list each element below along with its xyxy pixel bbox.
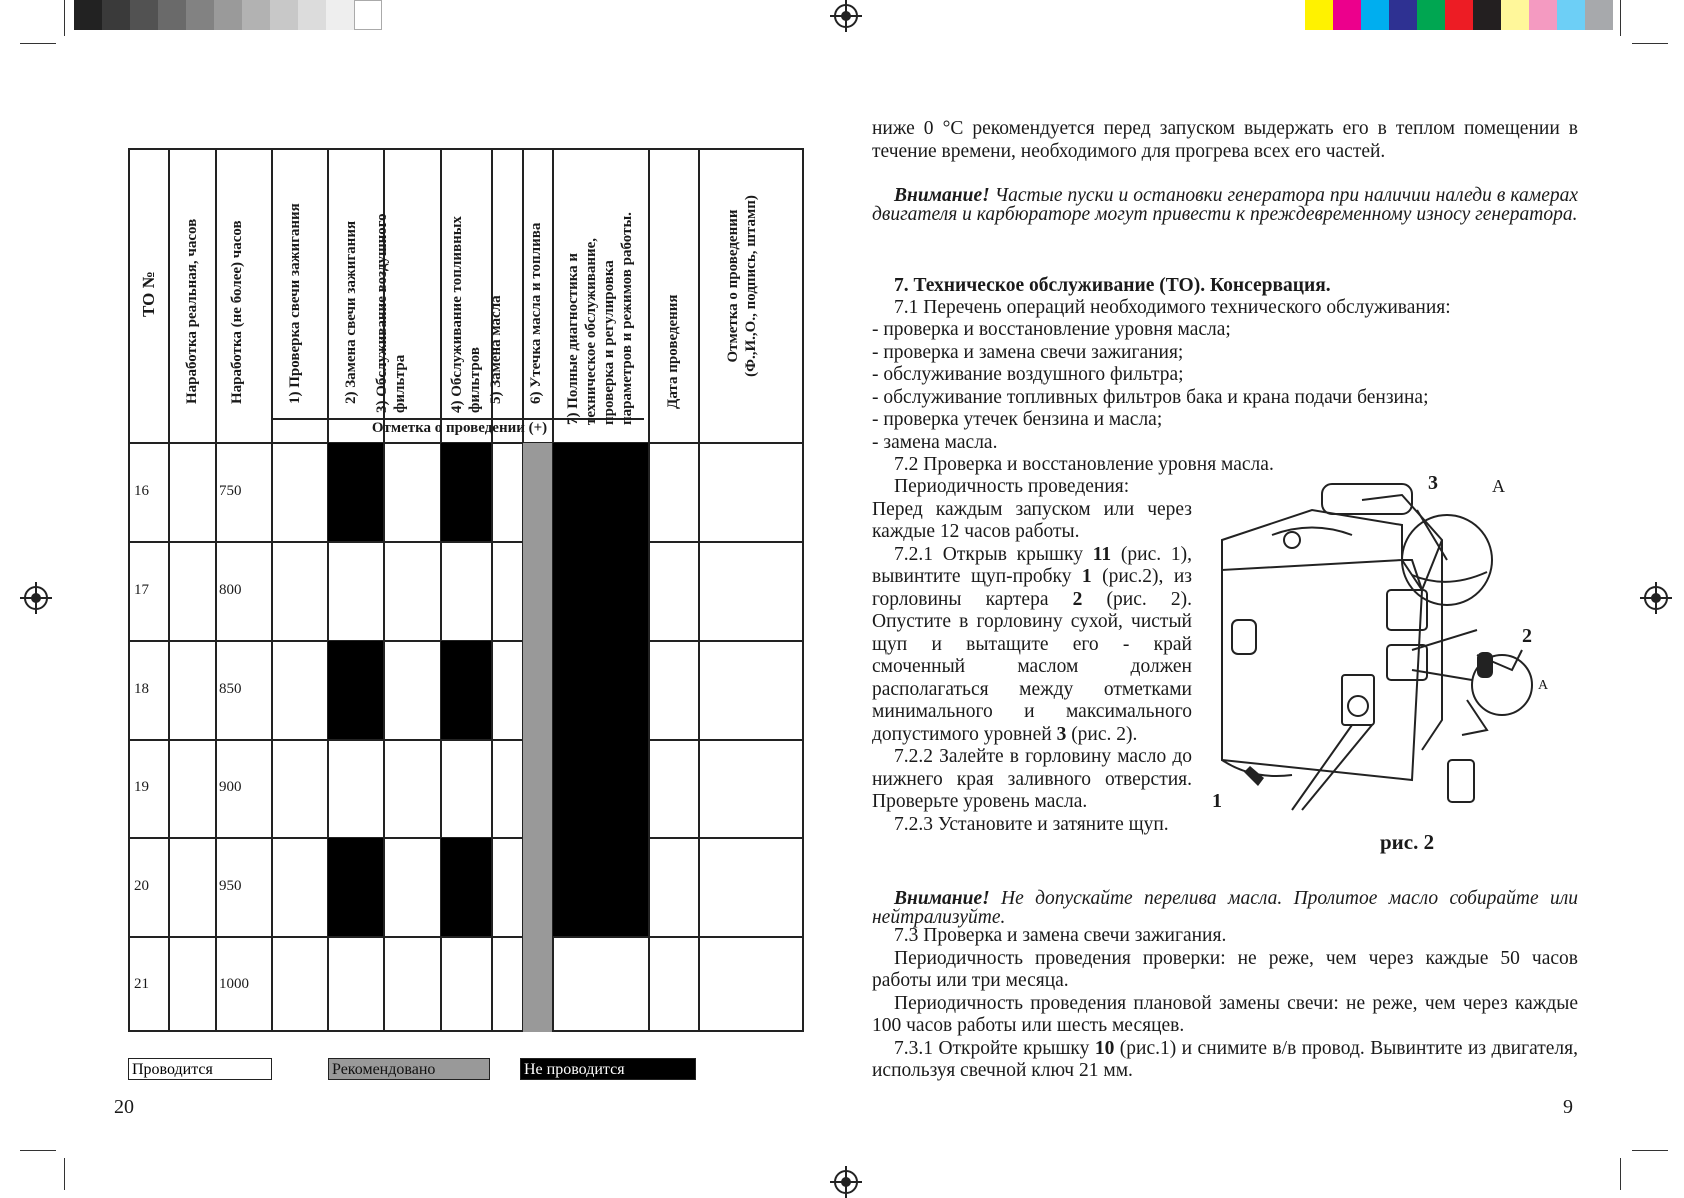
- header-to-number: ТО №: [139, 271, 158, 317]
- header-mark: [724, 161, 760, 411]
- header-op3-line1: 3) Обслуживание воздушного: [374, 213, 390, 413]
- header-real-hours: Наработка реальная, часов: [184, 218, 200, 404]
- warning-2-text: Не допускайте перелива масла. Пролитое масло собирайте или нейтрализуйте.: [872, 888, 1578, 928]
- row-19-to: 19: [134, 779, 149, 795]
- header-op3: [373, 163, 409, 413]
- figure-label-a2: А: [1538, 678, 1549, 693]
- header-op7-line2: техническое обслуживание,: [583, 237, 599, 425]
- row-20-to: 20: [134, 878, 149, 894]
- col7-not-performed-shading: [553, 443, 648, 936]
- step-7-2-1: 7.2.1 Открыв крышку 11 (рис. 1), вывинтите щуп-пробку 1 (рис.2), из горловины картера 2 (рис. 2). Опустите в горловину сухой, чистый щуп и вытащите его - край смоченный маслом должен располагаться между отметками минимального и максимального допустимого уровней 3 (рис. 2).: [872, 543, 1193, 745]
- header-mark-line2: (Ф.,И.,О., подпись, штамп): [743, 195, 759, 377]
- figure-label-2: 2: [1522, 625, 1532, 647]
- section-7-3-block: [872, 925, 1578, 1083]
- header-op2: 2) Замена свечи зажигания: [343, 220, 359, 404]
- intro-paragraph: ниже 0 °С рекомендуется перед запуском выдержать его в теплом помещении в течение времени, необходимого для прогрева всех его частей.: [872, 118, 1578, 162]
- figure-label-a1: А: [1492, 476, 1505, 496]
- section-7-3-p2: Периодичность проведения плановой замены свечи: не реже, чем через каждые 100 часов работы или шесть месяцев.: [872, 992, 1578, 1036]
- warning-1-label: Внимание!: [894, 185, 990, 206]
- oil-column-text: [872, 476, 1192, 836]
- op2-shading-16: [328, 443, 383, 541]
- figure-caption: рис. 2: [1380, 830, 1435, 854]
- op2-shading-18: [328, 641, 383, 739]
- period-text: Перед каждым запуском или через каждые 12 часов работы.: [872, 498, 1192, 542]
- header-op4-line2: фильтров: [467, 347, 483, 413]
- col6-recommended-shading: [523, 443, 552, 1032]
- list-item: - обслуживание воздушного фильтра;: [872, 364, 1184, 385]
- row-18-to: 18: [134, 681, 149, 697]
- gray-color-bar: [74, 0, 386, 30]
- header-op7-line4: параметров и режимов работы.: [619, 212, 635, 425]
- header-op4: [448, 163, 484, 413]
- sub-header-mark: Отметка о проведении (+): [371, 420, 548, 436]
- registration-mark-top: [834, 4, 858, 28]
- registration-mark-bottom: [834, 1170, 858, 1194]
- row-18-hours: 850: [219, 681, 242, 697]
- op4-shading-20: [441, 838, 491, 936]
- generator-illustration: [1212, 480, 1582, 820]
- section-7-3-p1: Периодичность проведения проверки: не реже, чем через каждые 50 часов работы или три месяца.: [872, 947, 1578, 991]
- header-mark-line1: Отметка о проведении: [725, 209, 741, 363]
- warning-1-text: Частые пуски и остановки генератора при наличии наледи в камерах двигателя и карбюраторе могут привести к преждевременному износу генератора.: [872, 185, 1578, 225]
- header-op1: 1) Проверка свечи зажигания: [287, 203, 303, 404]
- row-17-to: 17: [134, 582, 149, 598]
- row-20-hours: 950: [219, 878, 242, 894]
- header-date: Дата проведения: [665, 294, 681, 409]
- row-16-hours: 750: [219, 483, 242, 499]
- warning-2: [872, 889, 1578, 927]
- warning-1: [872, 186, 1578, 224]
- cmyk-color-bar: [1305, 0, 1615, 30]
- section-7-2: 7.2 Проверка и восстановление уровня масла.: [894, 454, 1274, 475]
- figure-label-3: 3: [1428, 472, 1438, 494]
- list-item: - проверка и замена свечи зажигания;: [872, 341, 1184, 363]
- section-7-title: 7. Техническое обслуживание (ТО). Консервация.: [894, 275, 1331, 296]
- section-7-1-list: [872, 319, 1429, 454]
- row-21-to: 21: [134, 976, 149, 992]
- section-7-1: 7.1 Перечень операций необходимого технического обслуживания:: [894, 297, 1451, 318]
- header-max-hours: Наработка (не более) часов: [229, 220, 245, 404]
- legend-not-performed: Не проводится: [520, 1058, 696, 1080]
- maintenance-table: [128, 148, 804, 1032]
- op4-shading-16: [441, 443, 491, 541]
- list-item: - замена масла.: [872, 431, 998, 453]
- header-op7-line3: проверка и регулировка: [601, 260, 617, 425]
- list-item: - обслуживание топливных фильтров бака и крана подачи бензина;: [872, 386, 1429, 408]
- header-op7: [564, 141, 636, 425]
- row-16-to: 16: [134, 483, 149, 499]
- row-19-hours: 900: [219, 779, 242, 795]
- step-7-2-3: 7.2.3 Установите и затяните щуп.: [894, 813, 1169, 835]
- header-op3-line2: фильтра: [392, 354, 408, 413]
- row-21-hours: 1000: [219, 976, 249, 992]
- legend-recommended: Рекомендовано: [328, 1058, 490, 1080]
- legend-performed: Проводится: [128, 1058, 272, 1080]
- figure-label-1: 1: [1212, 790, 1222, 812]
- header-op7-line1: 7) Полные диагностика и: [565, 252, 581, 425]
- figure-2: [1212, 472, 1582, 860]
- page-number-right: 9: [1563, 1096, 1573, 1118]
- step-7-2-2: 7.2.2 Залейте в горловину масло до нижнего края заливного отверстия. Проверьте уровень масла.: [872, 746, 1192, 812]
- header-op5: 5) Замена масла: [488, 295, 504, 404]
- header-op4-line1: 4) Обслуживание топливных: [449, 216, 465, 413]
- list-item: - проверка и восстановление уровня масла;: [872, 319, 1231, 340]
- section-7-3: 7.3 Проверка и замена свечи зажигания.: [894, 925, 1227, 946]
- page-number-left: 20: [114, 1096, 134, 1118]
- period-label: Периодичность проведения:: [894, 476, 1130, 497]
- registration-mark-right: [1644, 586, 1668, 610]
- op4-shading-18: [441, 641, 491, 739]
- op2-shading-20: [328, 838, 383, 936]
- warning-2-label: Внимание!: [894, 888, 990, 909]
- registration-mark-left: [24, 586, 48, 610]
- step-7-3-1: 7.3.1 Откройте крышку 10 (рис.1) и снимите в/в провод. Вывинтите из двигателя, используя свечной ключ 21 мм.: [872, 1037, 1579, 1081]
- row-17-hours: 800: [219, 582, 242, 598]
- header-op6: 6) Утечка масла и топлива: [528, 222, 544, 404]
- list-item: - проверка утечек бензина и масла;: [872, 409, 1163, 430]
